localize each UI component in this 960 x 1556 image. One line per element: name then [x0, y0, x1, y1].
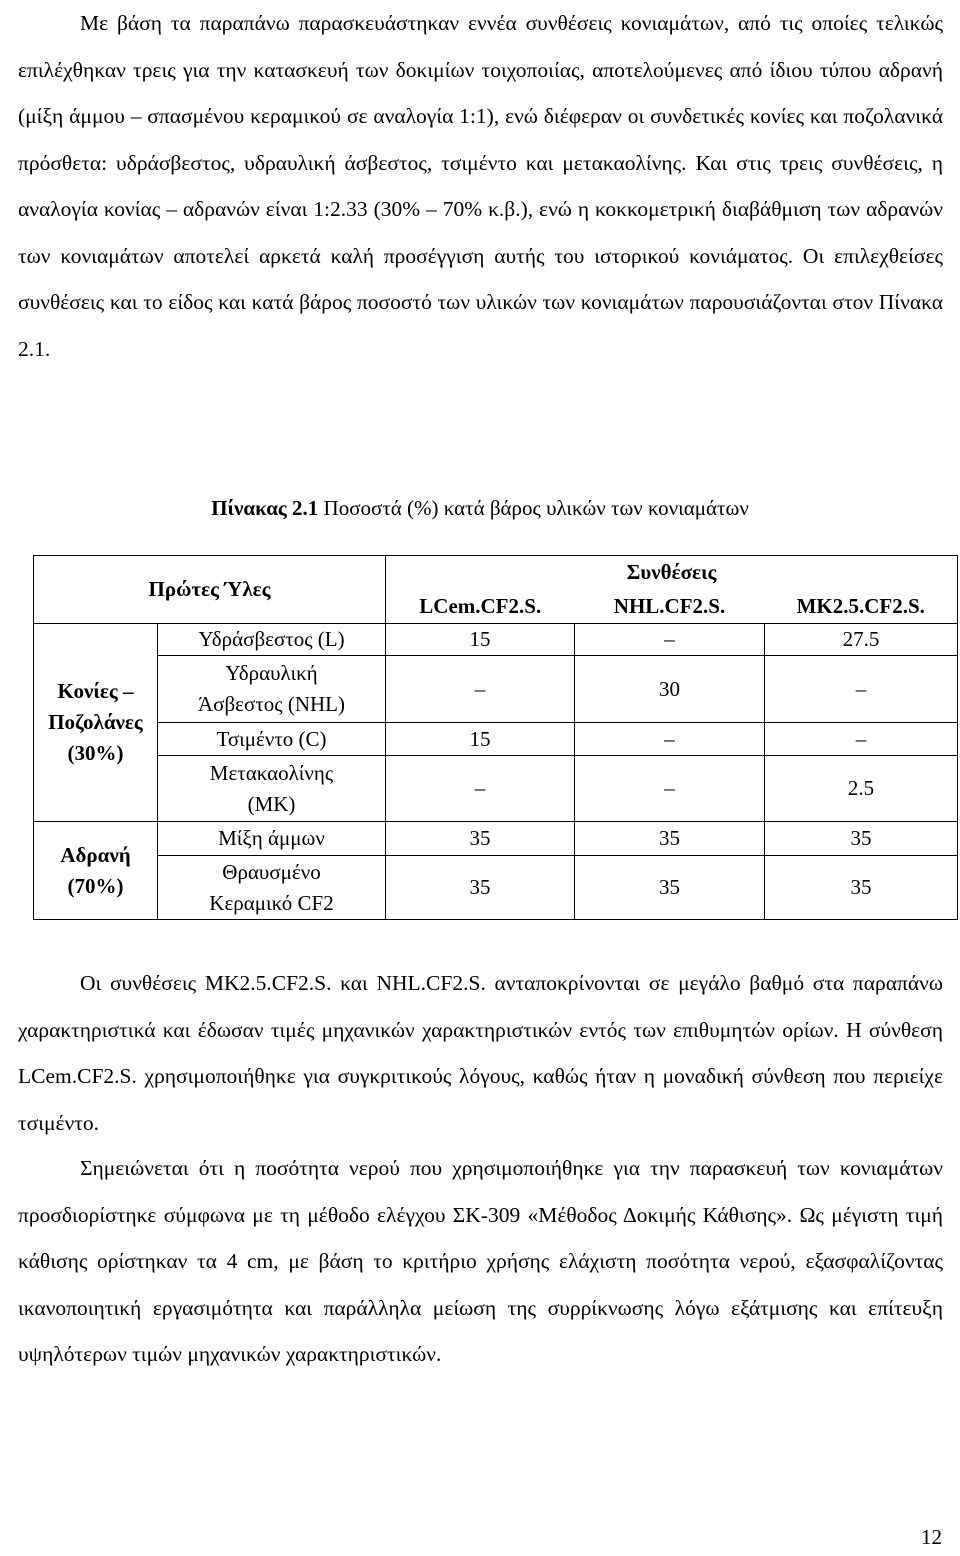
table-row [34, 856, 958, 920]
table-caption-text: Ποσοστά (%) κατά βάρος υλικών των κονιαμάτων [318, 496, 749, 520]
material-name: Θραυσμένο Κεραμικό CF2 [158, 856, 386, 920]
materials-table [33, 555, 958, 920]
value-cell: – [575, 723, 765, 756]
value-cell: 35 [765, 856, 958, 920]
value-cell: 30 [575, 656, 765, 723]
table-row [34, 756, 958, 822]
value-cell: 15 [386, 723, 575, 756]
value-cell: – [575, 624, 765, 656]
composition-mk: ΜΚ2.5.CF2.S. [765, 590, 958, 624]
composition-nhl: NHL.CF2.S. [575, 590, 765, 624]
group-aggregates-line1: Αδρανή [60, 842, 131, 867]
table-row [34, 656, 958, 723]
group-aggregates-line2: (70%) [67, 873, 124, 898]
material-name: Μετακαολίνης (ΜΚ) [158, 756, 386, 822]
header-compositions: Συνθέσεις [386, 556, 958, 590]
material-name: Υδράσβεστος (L) [158, 624, 386, 656]
header-materials: Πρώτες Ύλες [34, 556, 386, 624]
value-cell: – [765, 656, 958, 723]
table-row [34, 822, 958, 856]
material-name: Υδραυλική Άσβεστος (NHL) [158, 656, 386, 723]
value-cell: 35 [575, 822, 765, 856]
table-caption [0, 494, 960, 522]
material-name: Τσιμέντο (C) [158, 723, 386, 756]
table-row [34, 723, 958, 756]
group-binders-line2: Ποζολάνες [48, 710, 143, 734]
table-caption-label: Πίνακας 2.1 [211, 496, 319, 520]
material-name: Μίξη άμμων [158, 822, 386, 856]
value-cell: 35 [765, 822, 958, 856]
composition-lcem: LCem.CF2.S. [386, 590, 575, 624]
group-binders-line1: Κονίες – [57, 679, 134, 703]
value-cell: 15 [386, 624, 575, 656]
paragraph-water: Σημειώνεται ότι η ποσότητα νερού που χρησιμοποιήθηκε για την παρασκευή των κονιαμάτων προσδιορίστηκε σύμφωνα με τη μέθοδο ελέγχου ΣΚ-309 «Μέθοδος Δοκιμής Κάθισης». Ως μέγιστη τιμή κάθισης ορίστηκαν τα 4 cm, με βάση το κριτήριο χρήσης ελάχιστη ποσότητα νερού, εξασφαλίζοντας ικανοποιητική εργασιμότητα και παράλληλα μείωση της συρρίκνωσης λόγω εξάτμισης και επίτευξη υψηλότερων τιμών μηχανικών χαρακτηριστικών. [18, 1156, 943, 1366]
paragraph-results: Οι συνθέσεις ΜΚ2.5.CF2.S. και NHL.CF2.S. ανταποκρίνονται σε μεγάλο βαθμό στα παραπάνω χαρακτηριστικά και έδωσαν τιμές μηχανικών χαρακτηριστικών εντός των επιθυμητών ορίων. Η σύνθεση LCem.CF2.S. χρησιμοποιήθηκε για συγκριτικούς λόγους, καθώς ήταν η μοναδική σύνθεση που περιείχε τσιμέντο. [18, 971, 943, 1135]
value-cell: 35 [386, 856, 575, 920]
group-binders [34, 624, 158, 822]
value-cell: – [386, 756, 575, 822]
table-row [34, 624, 958, 656]
value-cell: – [386, 656, 575, 723]
paragraph-intro: Με βάση τα παραπάνω παρασκευάστηκαν εννέα συνθέσεις κονιαμάτων, από τις οποίες τελικώς επιλέχθηκαν τρεις για την κατασκευή των δοκιμίων τοιχοποιίας, αποτελούμενες από ίδιου τύπου αδρανή (μίξη άμμου – σπασμένου κεραμικού σε αναλογία 1:1), ενώ διέφεραν οι συνδετικές κονίες και ποζολανικά πρόσθετα: υδράσβεστος, υδραυλική άσβεστος, τσιμέντο και μετακαολίνης. Και στις τρεις συνθέσεις, η αναλογία κονίας – αδρανών είναι 1:2.33 (30% – 70% κ.β.), ενώ η κοκκομετρική διαβάθμιση των αδρανών των κονιαμάτων αποτελεί αρκετά καλή προσέγγιση αυτής του ιστορικού κονιάματος. Οι επιλεχθείσες συνθέσεις και το είδος και κατά βάρος ποσοστό των υλικών των κονιαμάτων παρουσιάζονται στον Πίνακα 2.1. [18, 11, 943, 361]
table-header-row [34, 556, 958, 590]
group-aggregates [34, 822, 158, 920]
page-number: 12 [921, 1525, 942, 1549]
value-cell: – [765, 723, 958, 756]
value-cell: 35 [386, 822, 575, 856]
value-cell: 2.5 [765, 756, 958, 822]
value-cell: 35 [575, 856, 765, 920]
value-cell: 27.5 [765, 624, 958, 656]
value-cell: – [575, 756, 765, 822]
group-binders-line3: (30%) [67, 741, 124, 765]
